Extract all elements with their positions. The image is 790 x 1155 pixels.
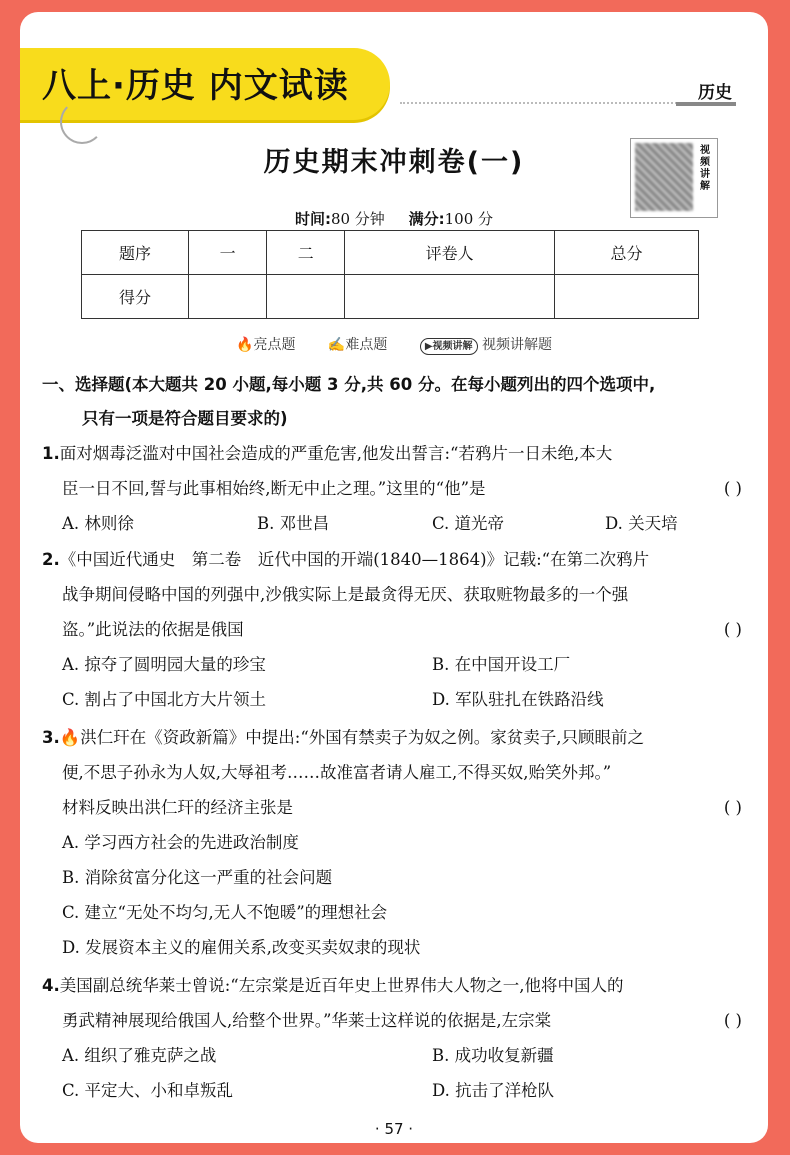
option-d[interactable]: D. 军队驻扎在铁路沿线	[432, 690, 604, 709]
question-number: 2.	[42, 550, 60, 569]
score-table	[81, 230, 699, 319]
option-d[interactable]: D. 发展资本主义的雇佣关系,改变买卖奴隶的现状	[62, 938, 421, 957]
option-b[interactable]: B. 消除贫富分化这一严重的社会问题	[62, 868, 333, 887]
option-a[interactable]: A. 掠夺了圆明园大量的珍宝	[62, 655, 266, 674]
page-sheet	[20, 12, 768, 1143]
page-number: · 57 ·	[374, 1120, 414, 1138]
option-d[interactable]: D. 抗击了洋枪队	[432, 1081, 555, 1100]
option-c[interactable]: C. 割占了中国北方大片领土	[62, 690, 267, 709]
score-table-header: 评卷人	[345, 231, 555, 275]
score-cell[interactable]	[267, 275, 345, 319]
answer-bracket[interactable]: ( )	[723, 798, 742, 817]
option-a[interactable]: A. 组织了雅克萨之战	[62, 1046, 217, 1065]
score-label: 满分:	[408, 210, 445, 228]
section-heading-line2: 只有一项是符合题目要求的)	[82, 409, 288, 428]
video-badge-icon: ▶视频讲解	[420, 338, 478, 355]
question-number: 1.	[42, 444, 60, 463]
question-4	[42, 968, 742, 1108]
question-text: 《中国近代通史 第二卷 近代中国的开端(1840—1864)》记载:“在第二次鸦片	[59, 550, 650, 569]
question-1	[42, 436, 742, 541]
option-b[interactable]: B. 成功收复新疆	[432, 1046, 554, 1065]
question-text: 洪仁玕在《资政新篇》中提出:“外国有禁卖子为奴之例。家贫卖子,只顾眼前之	[80, 728, 645, 747]
time-value: 80 分钟	[330, 210, 385, 228]
score-table-header: 题序	[82, 231, 189, 275]
legend	[20, 334, 768, 355]
banner-title: 八上·历史 内文试读	[42, 66, 349, 106]
answer-bracket[interactable]: ( )	[723, 1011, 742, 1030]
option-a[interactable]: A. 学习西方社会的先进政治制度	[62, 833, 299, 852]
score-value: 100 分	[444, 210, 494, 228]
decor-circle	[60, 100, 104, 144]
question-number: 3.	[42, 728, 60, 747]
question-text: 臣一日不回,誓与此事相始终,断无中止之理。”这里的“他”是	[62, 479, 486, 498]
section-heading	[42, 368, 742, 436]
answer-bracket[interactable]: ( )	[723, 479, 742, 498]
option-c[interactable]: C. 道光帝	[432, 514, 505, 533]
question-number: 4.	[42, 976, 60, 995]
fire-icon: 🔥	[59, 728, 81, 747]
option-d[interactable]: D. 关天培	[605, 514, 678, 533]
answer-bracket[interactable]: ( )	[723, 620, 742, 639]
score-cell[interactable]	[189, 275, 267, 319]
qr-label: 视频讲解	[700, 145, 710, 192]
subject-tag: 历史	[698, 83, 732, 103]
score-cell[interactable]	[555, 275, 699, 319]
question-3	[42, 720, 742, 965]
exam-meta	[20, 208, 768, 229]
legend-difficult: 难点题	[345, 337, 388, 353]
qr-code[interactable]	[630, 138, 718, 218]
score-table-header: 一	[189, 231, 267, 275]
legend-video: 视频讲解题	[481, 337, 552, 353]
fire-icon: 🔥	[236, 337, 254, 353]
qr-code-image	[635, 143, 693, 211]
time-label: 时间:	[294, 210, 331, 228]
question-text: 勇武精神展现给俄国人,给整个世界。”华莱士这样说的依据是,左宗棠	[62, 1011, 552, 1030]
option-c[interactable]: C. 平定大、小和卓叛乱	[62, 1081, 234, 1100]
score-table-header: 二	[267, 231, 345, 275]
score-table-score-row	[82, 275, 699, 319]
option-b[interactable]: B. 在中国开设工厂	[432, 655, 571, 674]
score-table-header-row	[82, 231, 699, 275]
legend-highlight: 亮点题	[253, 337, 296, 353]
pen-icon: ✍	[327, 337, 346, 353]
question-text: 便,不思子孙永为人奴,大辱祖考……故准富者请人雇工,不得买奴,贻笑外邦。”	[62, 763, 612, 782]
question-text: 战争期间侵略中国的列强中,沙俄实际上是最贪得无厌、获取赃物最多的一个强	[62, 585, 629, 604]
question-text: 材料反映出洪仁玕的经济主张是	[62, 798, 293, 817]
question-2	[42, 542, 742, 717]
option-b[interactable]: B. 邓世昌	[257, 514, 330, 533]
page-title: 历史期末冲刺卷(一)	[263, 147, 525, 178]
section-heading-line1: 一、选择题(本大题共 20 小题,每小题 3 分,共 60 分。在每小题列出的四个选项中,	[42, 375, 656, 394]
question-text: 盗。”此说法的依据是俄国	[62, 620, 244, 639]
score-table-header: 总分	[555, 231, 699, 275]
question-text: 美国副总统华莱士曾说:“左宗棠是近百年史上世界伟大人物之一,他将中国人的	[59, 976, 624, 995]
option-a[interactable]: A. 林则徐	[62, 514, 134, 533]
score-cell[interactable]	[345, 275, 555, 319]
option-c[interactable]: C. 建立“无处不均匀,无人不饱暖”的理想社会	[62, 903, 388, 922]
score-row-label: 得分	[82, 275, 189, 319]
question-text: 面对烟毒泛滥对中国社会造成的严重危害,他发出誓言:“若鸦片一日未绝,本大	[59, 444, 613, 463]
